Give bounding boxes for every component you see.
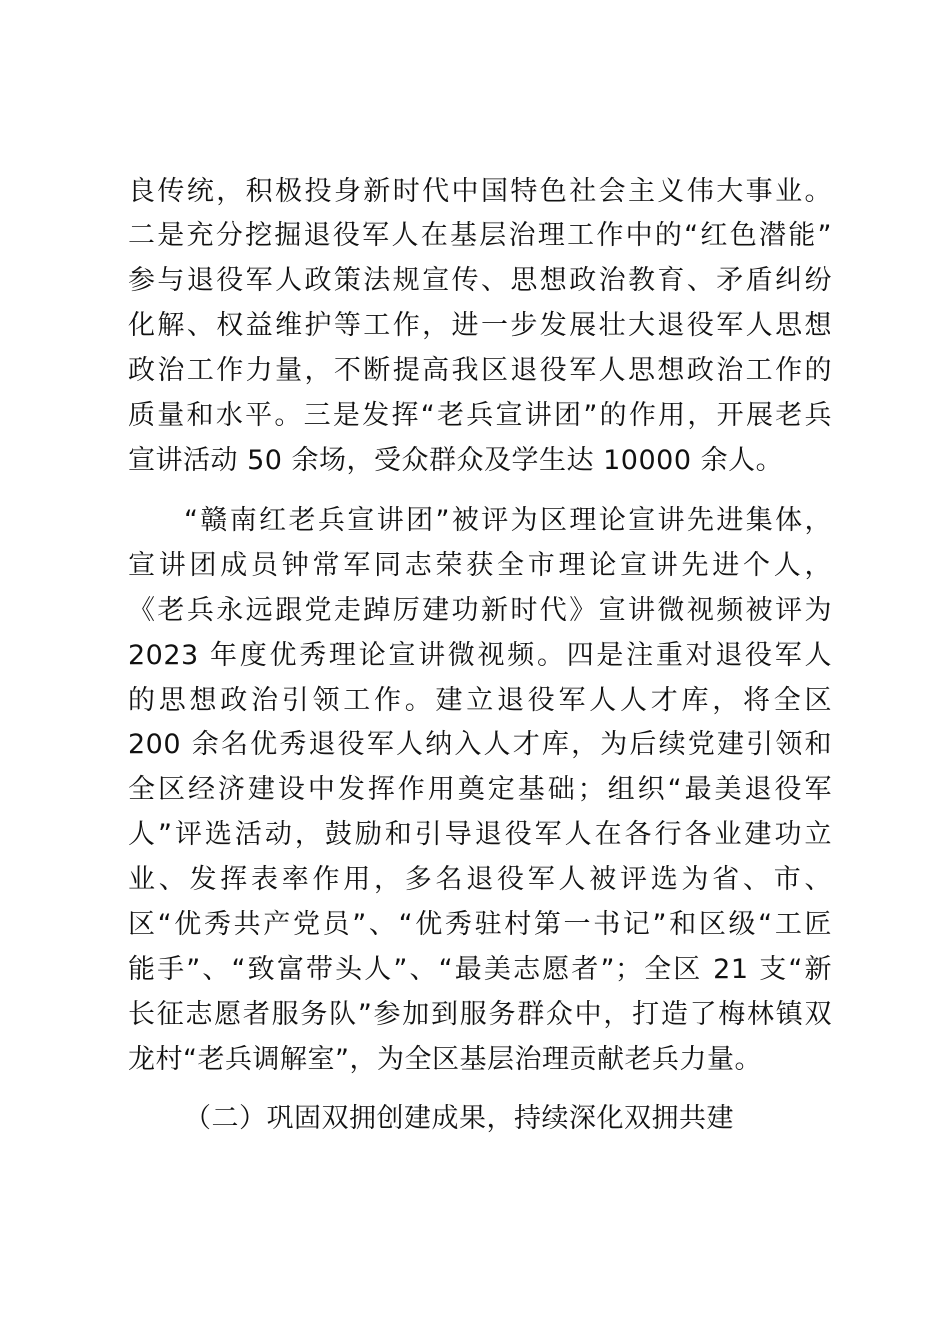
text-line: 的思想政治引领工作。建立退役军人人才库，将全区 [128,685,832,716]
text-line: 区“优秀共产党员”、“优秀驻村第一书记”和区级“工匠 [128,909,832,940]
text-line: 化解、权益维护等工作，进一步发展壮大退役军人思想 [128,310,832,341]
text-line: 二是充分挖掘退役军人在基层治理工作中的“红色潜能” [128,220,832,251]
text-line: 宣讲团成员钟常军同志荣获全市理论宣讲先进个人， [128,550,832,581]
text-line: 2023 年度优秀理论宣讲微视频。四是注重对退役军人 [128,640,832,671]
text-line: 龙村“老兵调解室”，为全区基层治理贡献老兵力量。 [128,1044,762,1075]
text-line: 政治工作力量，不断提高我区退役军人思想政治工作的 [128,355,832,386]
text-line: 《老兵永远跟党走踔厉建功新时代》宣讲微视频被评为 [128,595,832,626]
text-line: “赣南红老兵宣讲团”被评为区理论宣讲先进集体， [184,505,832,536]
text-line: 长征志愿者服务队”参加到服务群众中，打造了梅林镇双 [128,999,832,1030]
text-line: 200 余名优秀退役军人纳入人才库，为后续党建引领和 [128,729,832,760]
text-line: 宣讲活动 50 余场，受众群众及学生达 10000 余人。 [128,445,784,476]
section-heading: （二）巩固双拥创建成果，持续深化双拥共建 [184,1103,734,1134]
text-line: 业、发挥表率作用，多名退役军人被评选为省、市、 [128,864,832,895]
text-line: 人”评选活动，鼓励和引导退役军人在各行各业建功立 [128,819,832,850]
text-line: 质量和水平。三是发挥“老兵宣讲团”的作用，开展老兵 [128,400,832,431]
text-line: 良传统，积极投身新时代中国特色社会主义伟大事业。 [128,176,832,207]
text-line: 全区经济建设中发挥作用奠定基础；组织“最美退役军 [128,774,832,805]
text-line: 参与退役军人政策法规宣传、思想政治教育、矛盾纠纷 [128,265,832,296]
text-line: 能手”、“致富带头人”、“最美志愿者”；全区 21 支“新 [128,954,832,985]
